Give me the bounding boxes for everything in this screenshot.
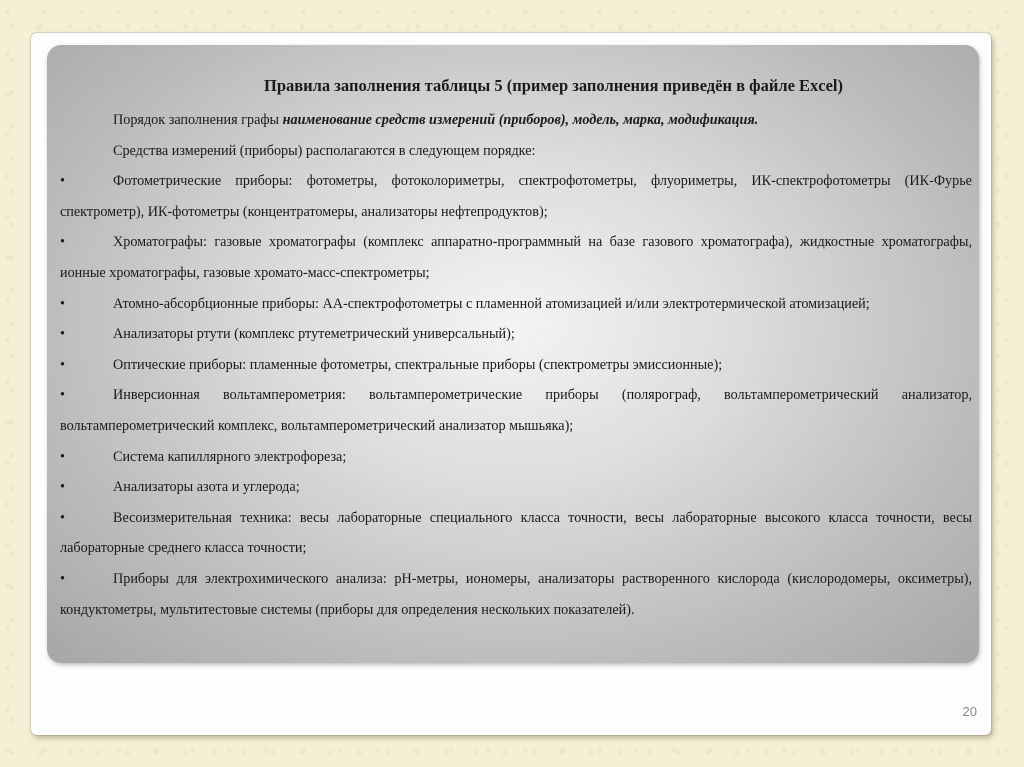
slide-title: Правила заполнения таблицы 5 (пример заполнения приведён в файле Excel) xyxy=(263,76,844,95)
order-paragraph: Средства измерений (приборы) располагаются в следующем порядке: xyxy=(113,142,536,159)
list-item-text: Приборы для электрохимического анализа: рН-метры, иономеры, анализаторы растворенного кислорода (кислородомеры, оксиметры), кондуктометры, мультитестовые системы (приборы для определения нескольких показателей). xyxy=(60,570,972,618)
list-item xyxy=(60,350,972,381)
list-item-text: Весоизмерительная техника: весы лабораторные специального класса точности, весы лабораторные высокого класса точности, весы лабораторные среднего класса точности; xyxy=(60,509,972,557)
bullet-marker: • xyxy=(60,448,65,465)
page-number: 20 xyxy=(962,704,977,719)
bullet-marker: • xyxy=(60,356,65,373)
instrument-list xyxy=(60,166,972,625)
list-item xyxy=(60,319,972,350)
bullet-marker: • xyxy=(60,173,65,190)
intro-paragraph xyxy=(60,105,972,136)
intro-emphasis: наименование средств измерений (приборов), модель, марка, модификация. xyxy=(282,112,759,128)
bullet-marker: • xyxy=(60,570,65,587)
list-item-text: Атомно-абсорбционные приборы: АА-спектрофотометры с пламенной атомизацией и/или электротермической атомизацией; xyxy=(113,295,870,312)
list-item-text: Анализаторы ртути (комплекс ртутеметрический универсальный); xyxy=(113,326,515,343)
list-item-text: Фотометрические приборы: фотометры, фотоколориметры, спектрофотометры, флуориметры, ИК-спектрофотометры (ИК-Фурье спектрометр), ИК-фотометры (концентратомеры, анализаторы нефтепродуктов); xyxy=(60,173,972,220)
list-item-text: Оптические приборы: пламенные фотометры, спектральные приборы (спектрометры эмиссионные); xyxy=(113,356,723,373)
list-item xyxy=(60,442,972,473)
list-item xyxy=(60,166,972,227)
bullet-marker: • xyxy=(60,295,65,312)
bullet-marker: • xyxy=(60,234,65,251)
bullet-marker: • xyxy=(60,387,65,404)
list-item xyxy=(60,227,972,288)
list-item-text: Система капиллярного электрофореза; xyxy=(113,448,347,465)
list-item-text: Анализаторы азота и углерода; xyxy=(113,479,300,496)
bullet-marker: • xyxy=(60,479,65,496)
list-item xyxy=(60,564,972,625)
list-item xyxy=(60,380,972,441)
bullet-marker: • xyxy=(60,509,65,526)
slide-content xyxy=(60,72,972,625)
list-item xyxy=(60,472,972,503)
intro-prefix: Порядок заполнения графы xyxy=(113,112,283,128)
list-item-text: Инверсионная вольтамперометрия: вольтамперометрические приборы (полярограф, вольтамперометрический анализатор, вольтамперометрический комплекс, вольтамперометрический анализатор мышьяка); xyxy=(60,387,972,434)
list-item-text: Хроматографы: газовые хроматографы (комплекс аппаратно-программный на базе газового хроматографа), жидкостные хроматографы, ионные хроматографы, газовые хромато-масс-спектрометры; xyxy=(60,234,972,281)
list-item xyxy=(60,289,972,320)
list-item xyxy=(60,503,972,564)
bullet-marker: • xyxy=(60,326,65,343)
